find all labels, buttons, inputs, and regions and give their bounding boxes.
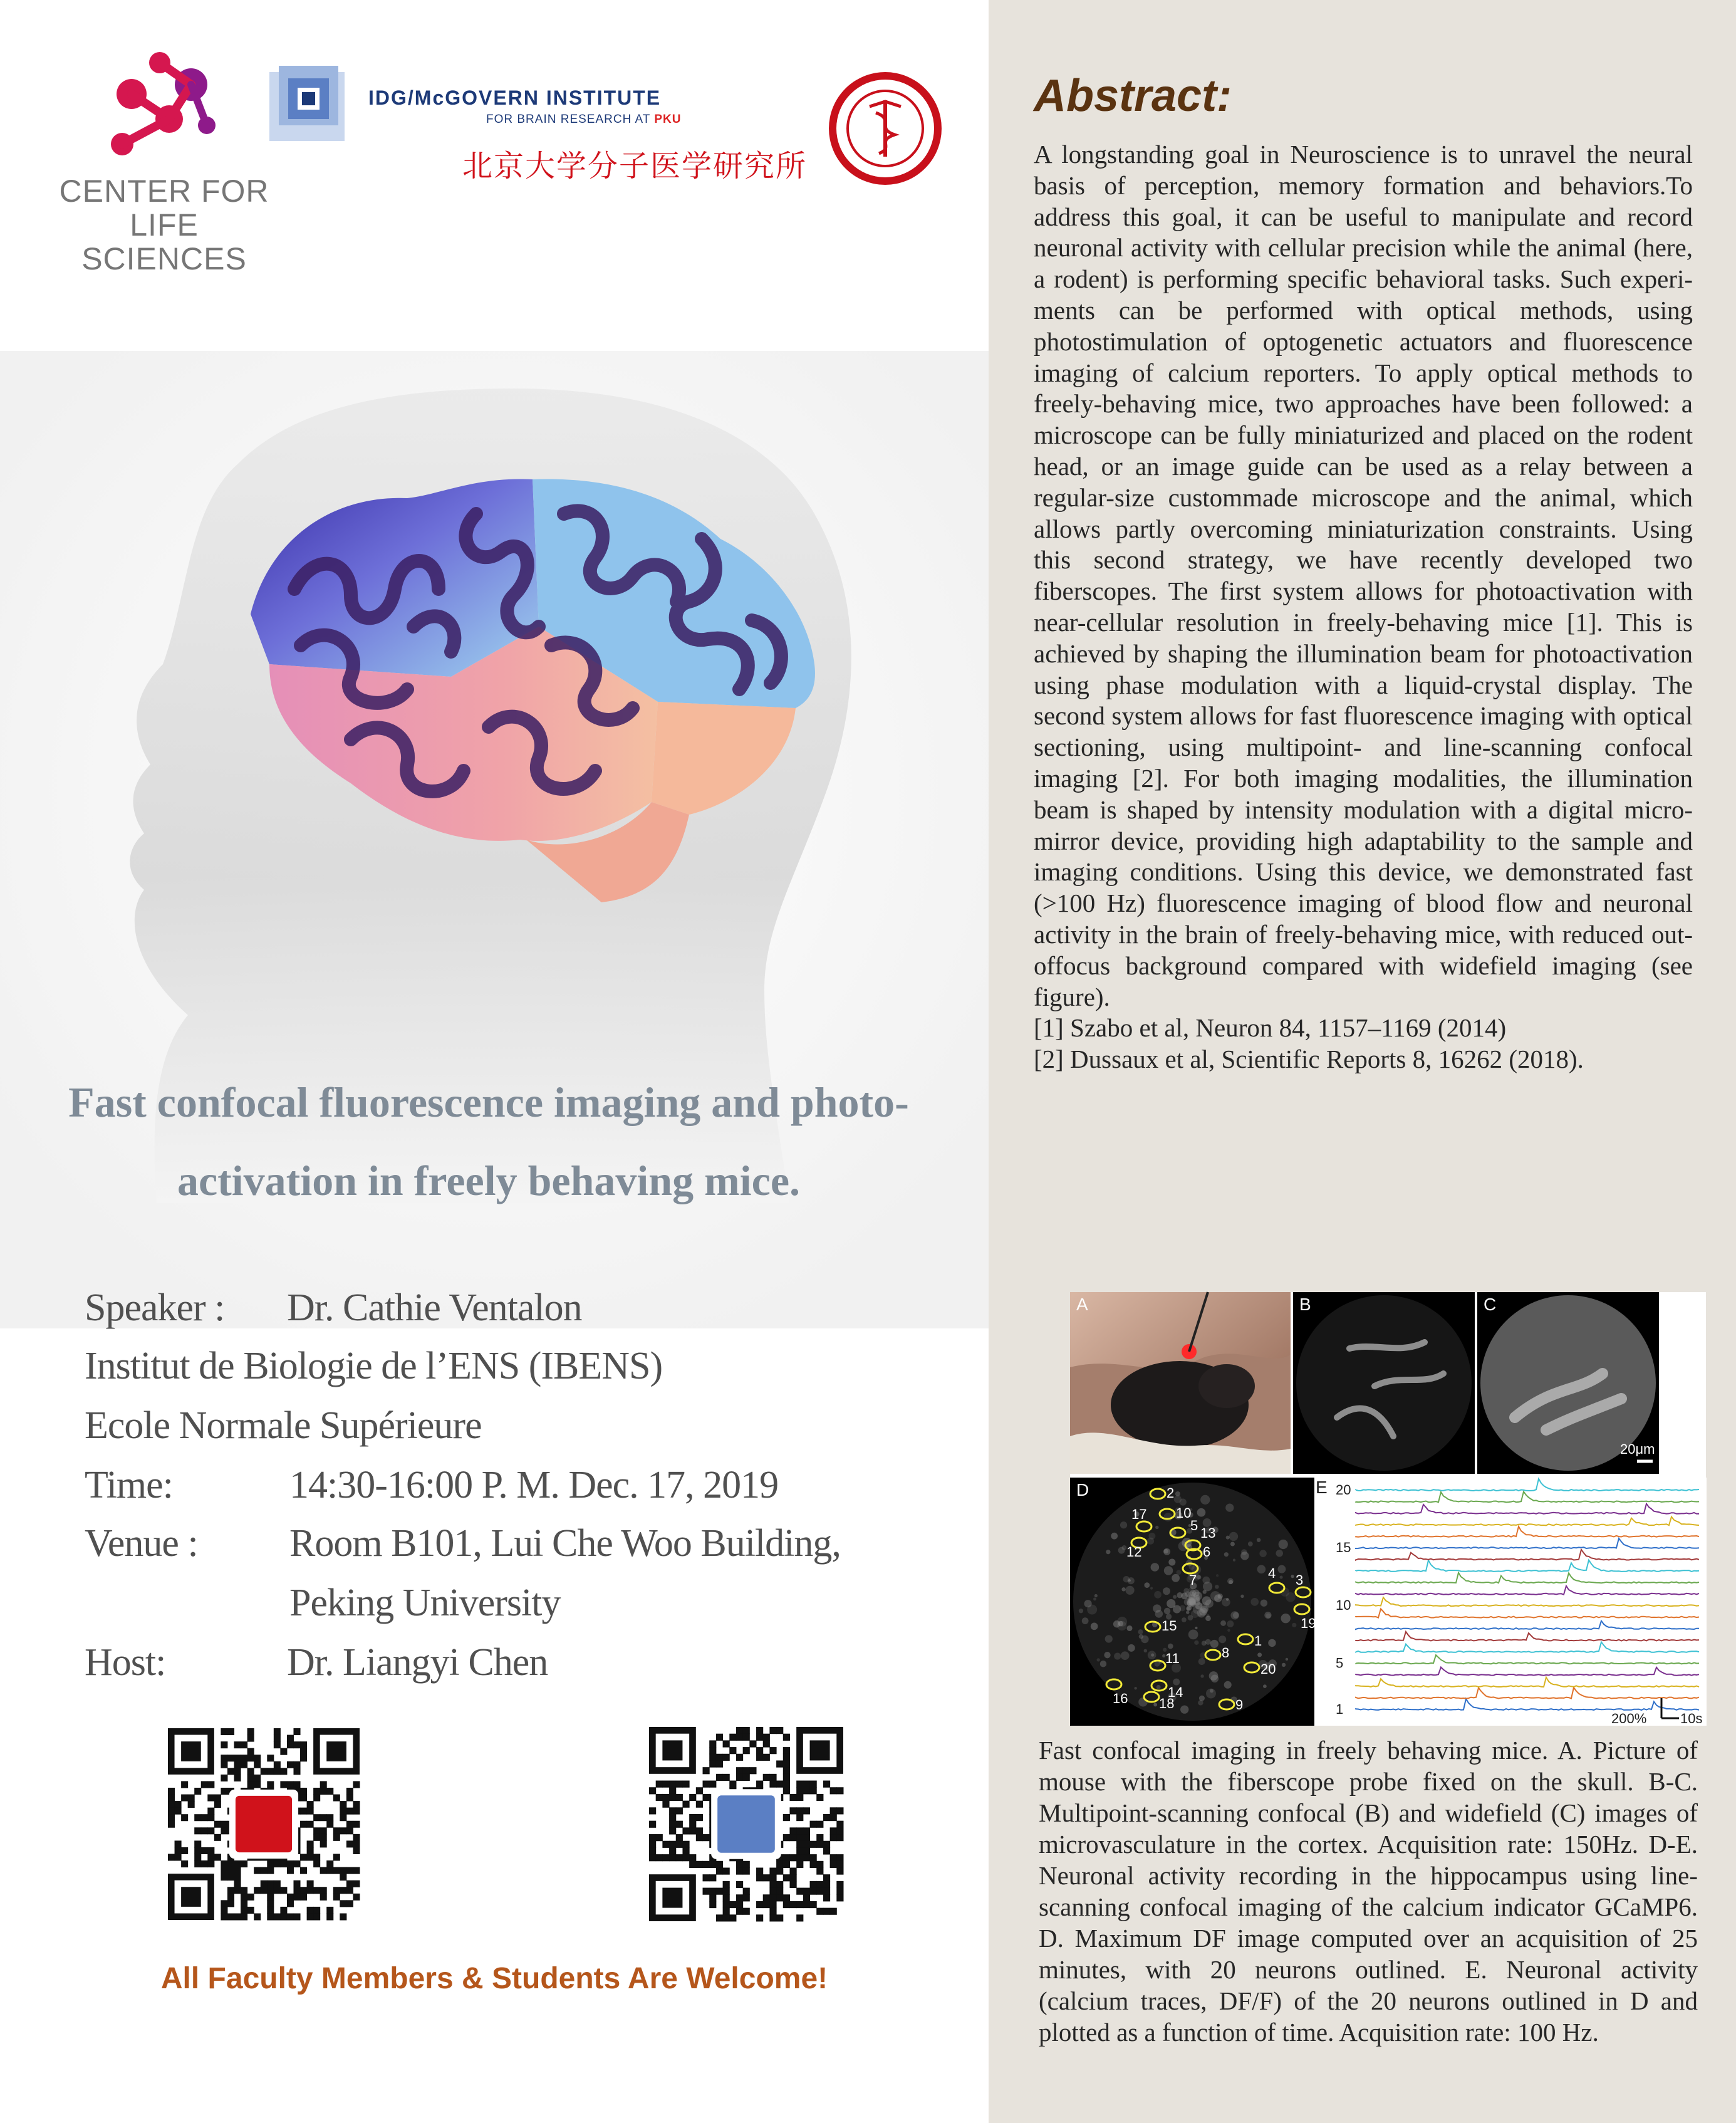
neuron-label-1: 1 xyxy=(1254,1633,1262,1649)
idg-sub-text: FOR BRAIN RESEARCH AT xyxy=(486,113,651,126)
neuron-label-16: 16 xyxy=(1113,1691,1128,1706)
trace-tick-5: 5 xyxy=(1336,1655,1344,1671)
neuron-label-9: 9 xyxy=(1235,1697,1244,1713)
speaker-label: Speaker : xyxy=(85,1286,225,1329)
venue-value-line1: Room B101, Lui Che Woo Building, xyxy=(289,1522,841,1565)
talk-title-line2: activation in freely behaving mice. xyxy=(177,1157,801,1204)
neuron-label-7: 7 xyxy=(1189,1572,1197,1588)
neuron-label-20: 20 xyxy=(1260,1661,1276,1677)
reference-2: [2] Dussaux et al, Scientific Reports 8, 16262 (2018). xyxy=(1034,1045,1584,1074)
abstract-block xyxy=(1034,139,1693,1075)
affiliation-line2: Ecole Normale Supérieure xyxy=(85,1404,482,1447)
figure-caption: Fast confocal imaging in freely behaving mice. A. Picture of mouse with the fiberscope probe fixed on the skull. B-C. Multipoint-scanning confocal (B) and widefield (C) images of microvasculature in the cortex. Acquisition rate: 150Hz. D-E. Neuronal activity recording in the hippocampus using line-scanning confocal imaging of the calcium indicator GCaMP6. D. Maximum DF image computed over an acquisition of 25 minutes, with 20 neurons outlined. E. Neuronal activity (calcium traces, DF/F) of the 20 neurons outlined in D and plotted as a function of time. Acquisition rate: 100 Hz. xyxy=(1039,1736,1698,2047)
reference-1: [1] Szabo et al, Neuron 84, 1157–1169 (2014) xyxy=(1034,1013,1507,1043)
trace-tick-10: 10 xyxy=(1336,1597,1351,1614)
neuron-label-8: 8 xyxy=(1222,1645,1230,1661)
neuron-label-18: 18 xyxy=(1159,1696,1175,1711)
speaker-value: Dr. Cathie Ventalon xyxy=(287,1286,582,1329)
figure xyxy=(1070,1292,1706,1726)
time-label: Time: xyxy=(85,1464,173,1506)
venue-label: Venue : xyxy=(85,1522,198,1565)
panel-c-label: C xyxy=(1484,1295,1497,1314)
neuron-label-2: 2 xyxy=(1167,1485,1175,1501)
host-label: Host: xyxy=(85,1641,166,1684)
affiliation-line1: Institut de Biologie de l’ENS (IBENS) xyxy=(85,1345,663,1387)
panel-b-confocal-image xyxy=(1293,1292,1475,1474)
neuron-label-12: 12 xyxy=(1126,1544,1142,1560)
panel-e-calcium-traces xyxy=(1318,1478,1707,1726)
neuron-label-17: 17 xyxy=(1131,1506,1147,1522)
welcome-message: All Faculty Members & Students Are Welcome! xyxy=(160,1962,828,1995)
abstract-heading: Abstract: xyxy=(1034,71,1232,121)
talk-title-line1: Fast confocal fluorescence imaging and photo- xyxy=(68,1078,909,1126)
pku-molecular-medicine-name: 北京大学分子医学研究所 xyxy=(462,149,808,184)
panel-b-label: B xyxy=(1299,1295,1311,1314)
panel-d-neuron-map xyxy=(1070,1478,1314,1726)
host-value: Dr. Liangyi Chen xyxy=(287,1641,548,1684)
qr-code-idg[interactable] xyxy=(649,1727,843,1921)
trace-tick-20: 20 xyxy=(1336,1482,1351,1498)
panel-a-label: A xyxy=(1076,1295,1088,1314)
imm-seal-icon xyxy=(826,69,945,188)
neuron-label-6: 6 xyxy=(1203,1544,1211,1560)
idg-logo-icon xyxy=(269,66,351,144)
neuron-label-15: 15 xyxy=(1162,1618,1177,1634)
abstract-body: A longstanding goal in Neuroscience is to unravel the neural basis of perception, memory formation and behaviors.To address this goal, it can be useful to manipulate and record neuronal activity with cellular precision while the animal (here, a rodent) is performing specific behavioral tasks. Such experiments can be performed with optical methods, using photostimulation of optogenetic actuators and fluorescence imaging of calcium reporters. To apply optical methods to freely-behaving mice, two approaches have been followed: a microscope can be fully miniaturized and placed on the rodent head, or an image guide can be used as a relay between a regular-size custommade microscope and the animal, which allows partly overcoming miniaturization constraints. Using this second strategy, we have recently developed two fiberscopes. The first system allows for photoactivation with near-cellular resolution in freely-behaving mice [1]. This is achieved by shaping the illumination beam for photoactivation using phase modulation with a liquid-crystal display. The second system allows for fast fluorescence imaging with optical sectioning, using multipoint- and line-scanning confocal imaging [2]. For both imaging modalities, the illumination beam is shaped by intensity modulation with a digital micro-mirror device, providing high adaptability to the sample and imaging conditions. Using this device, we demonstrated fast (>100 Hz) fluorescence imaging of blood flow and neuronal activity in the brain of freely-behaving mice, with reduced out-offocus background compared with widefield imaging (see figure). xyxy=(1034,140,1693,1011)
cls-logo-text: CENTER FOR LIFE SCIENCES xyxy=(59,174,269,276)
venue-value-line2: Peking University xyxy=(289,1582,561,1624)
trace-tick-1: 1 xyxy=(1336,1701,1344,1717)
idg-institute-name: IDG/McGOVERN INSTITUTE xyxy=(368,86,662,109)
trace-tick-15: 15 xyxy=(1336,1540,1351,1556)
cls-logo-icon xyxy=(81,50,244,169)
neuron-label-3: 3 xyxy=(1296,1572,1304,1588)
idg-sub-pku: PKU xyxy=(654,113,682,126)
qr-code-cls[interactable] xyxy=(168,1728,360,1920)
scale-bar-y-label: 200% xyxy=(1611,1711,1647,1726)
panel-a-mouse-photo xyxy=(1070,1292,1291,1474)
scale-bar-x-label: 10s xyxy=(1680,1711,1703,1726)
neuron-label-11: 11 xyxy=(1165,1651,1180,1666)
panel-e-label: E xyxy=(1316,1478,1328,1497)
idg-institute-subtitle xyxy=(486,113,681,127)
neuron-label-19: 19 xyxy=(1301,1615,1316,1631)
neuron-label-4: 4 xyxy=(1268,1565,1276,1581)
time-value: 14:30-16:00 P. M. Dec. 17, 2019 xyxy=(289,1464,779,1506)
poster-right-panel xyxy=(989,0,1736,2123)
neuron-label-14: 14 xyxy=(1168,1684,1183,1700)
neuron-label-13: 13 xyxy=(1200,1525,1216,1541)
neuron-label-5: 5 xyxy=(1190,1518,1198,1533)
panel-c-scale-label: 20μm xyxy=(1620,1441,1655,1457)
neuron-label-10: 10 xyxy=(1176,1505,1192,1521)
panel-d-label: D xyxy=(1076,1480,1089,1500)
